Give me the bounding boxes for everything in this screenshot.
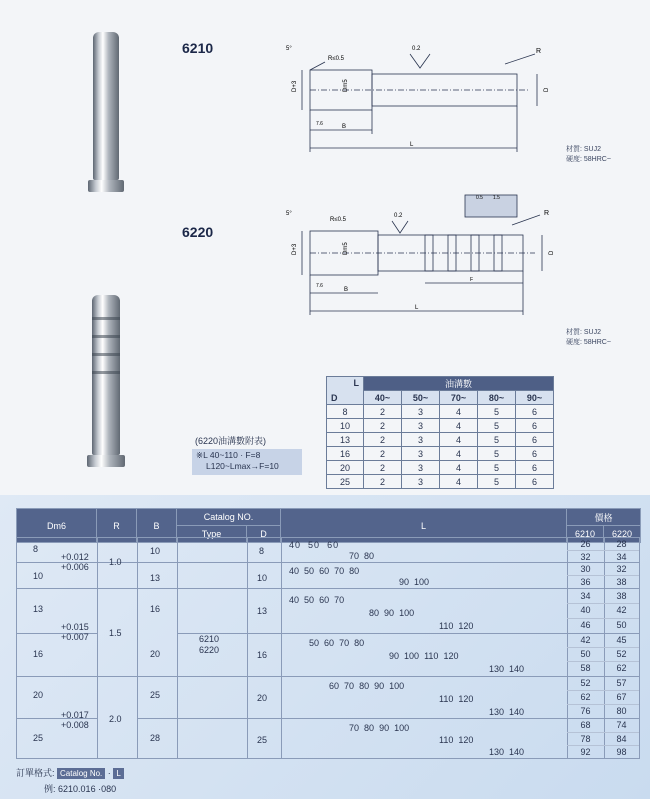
col-l: L — [281, 509, 567, 543]
order-example: 例: 6210.016 ·080 — [44, 784, 117, 794]
svg-text:D+3: D+3 — [292, 243, 298, 255]
guide-pin-6210-photo — [93, 32, 119, 180]
l-values-25: 70 80 90 100 110 120 130 140 — [349, 723, 525, 757]
oil-groove-note-title: (6220油溝數附表) — [195, 436, 267, 446]
col-price: 價格 — [567, 509, 641, 526]
svg-text:5°: 5° — [286, 46, 292, 52]
svg-text:B: B — [344, 287, 349, 293]
svg-text:0.5: 0.5 — [476, 195, 483, 201]
svg-text:D+3: D+3 — [292, 80, 298, 92]
spec-table: Dm6 R B Catalog NO. L 價格 Type D 6210 6220 — [16, 508, 640, 543]
svg-text:R: R — [536, 48, 542, 55]
oil-groove-count-table: L D 油溝數 40~ 50~ 70~ 80~ 90~ 8 2 3 4 5 6 10 2 3 4 5 6 13 2 3 4 5 6 16 2 3 4 5 6 20 2 3 4 5 6 25 2 3 4 5 6 — [326, 376, 554, 489]
svg-text:R: R — [544, 210, 550, 217]
col-b: B — [137, 509, 177, 543]
l-values-13: 40 50 60 70 80 90 100 110 120 — [289, 595, 474, 631]
technical-drawing-6220 — [280, 185, 565, 320]
oil-groove-note-box: ※L 40~110 · F=8 L120~Lmax→F=10 — [192, 449, 302, 475]
col-dm: Dm6 — [17, 509, 97, 543]
svg-text:0.2: 0.2 — [394, 213, 403, 219]
svg-text:1.5: 1.5 — [493, 195, 500, 201]
spec-table-body: 8 10 +0.012 +0.006 1.0 10 13 8 10 13 16 +0.015 +0.007 1.5 16 20 13 16 20 25 +0.017 +0.008 2.0 25 28 20 25 6210 6220 40 50 60 70 80 40 50 60 70 80 90 100 40 50 60 70 80 90 100 110 120 50 60 70 80 90 100 110 120 130 140 60 70 80 90 100 110 120 130 140 70 80 90 100 110 120 130 140 26 32 30 36 34 40 46 42 50 58 52 62 76 68 78 92 28 34 32 38 38 42 50 45 52 62 57 67 80 74 84 98 — [16, 537, 640, 759]
l-values-8: 40 50 60 70 80 — [289, 540, 375, 561]
model-6220-title: 6220 — [182, 224, 214, 240]
guide-pin-6220-photo — [92, 295, 120, 455]
material-spec-6210: 材質: SUJ2 硬度: 58HRC~ — [566, 146, 611, 163]
svg-text:R≤0.5: R≤0.5 — [328, 56, 344, 62]
technical-drawing-6210 — [280, 40, 560, 160]
l-values-20: 60 70 80 90 100 110 120 130 140 — [329, 681, 525, 717]
svg-text:B: B — [342, 124, 347, 130]
col-r: R — [97, 509, 137, 543]
svg-text:R≤0.5: R≤0.5 — [330, 217, 346, 223]
svg-text:7.6: 7.6 — [316, 121, 323, 127]
l-values-10: 40 50 60 70 80 90 100 — [289, 566, 430, 587]
col-catalog: Catalog NO. — [177, 509, 281, 526]
svg-text:F: F — [470, 277, 474, 283]
svg-text:5°: 5° — [286, 211, 292, 217]
order-format: 訂單格式: Catalog No. · L — [16, 766, 124, 779]
material-spec-6220: 材質: SUJ2 硬度: 58HRC~ — [566, 329, 611, 346]
svg-text:D: D — [549, 250, 555, 255]
svg-text:L: L — [415, 305, 419, 311]
svg-text:0.2: 0.2 — [412, 46, 421, 52]
svg-text:7.6: 7.6 — [316, 283, 323, 289]
model-6210-title: 6210 — [182, 40, 214, 56]
l-values-16: 50 60 70 80 90 100 110 120 130 140 — [309, 638, 525, 674]
svg-text:Dm5: Dm5 — [343, 79, 349, 92]
svg-text:D: D — [544, 87, 550, 92]
svg-text:Dm5: Dm5 — [343, 242, 349, 255]
svg-text:L: L — [410, 142, 414, 148]
